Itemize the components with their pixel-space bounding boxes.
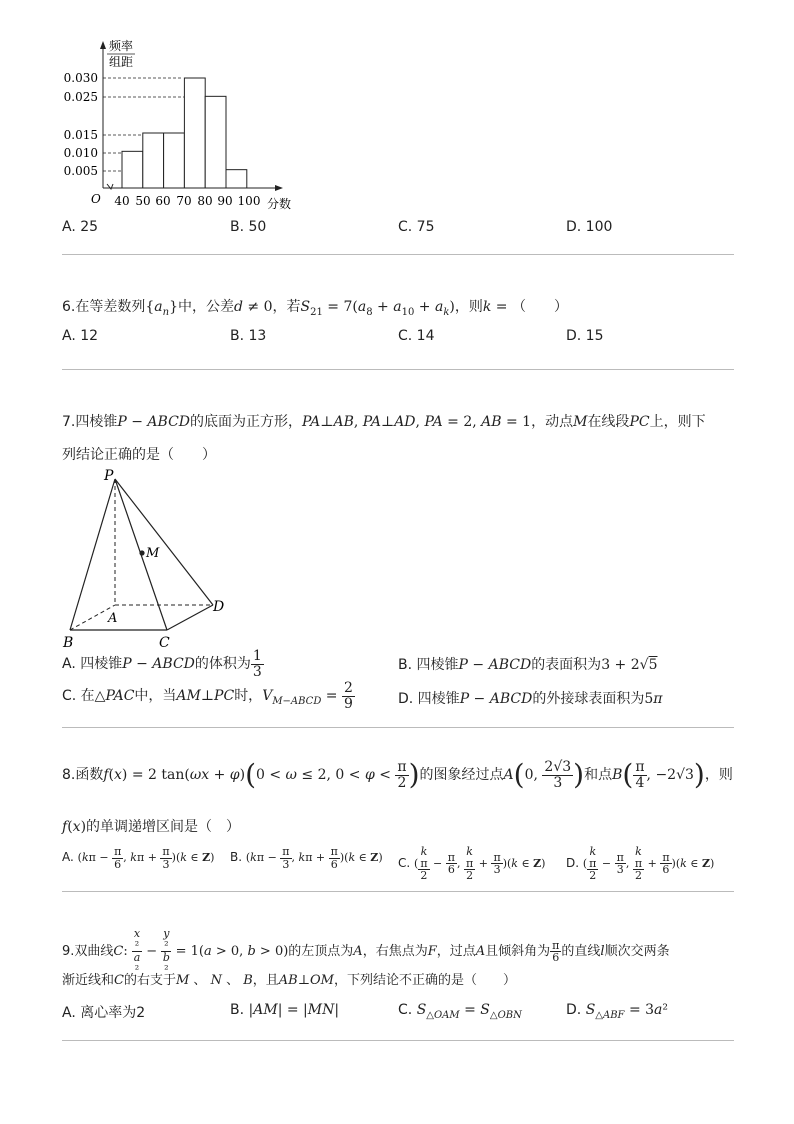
x-tick-label: 40: [114, 194, 130, 208]
histogram-bar: [226, 170, 247, 188]
q7-stem-line2: 列结论正确的是（ ）: [62, 447, 216, 463]
q8-option-d[interactable]: D. ( k π 2 − $\frac{\pi}{3}$ , k π 2 + $\frac{\pi}{6}$ )(k ∈ Z): [566, 845, 715, 883]
q7-option-c[interactable]: C. 在△PAC中，当AM⊥PC时，$V_{M-ABCD}$ = $\frac{2}{9}$: [62, 680, 353, 712]
origin-label: O: [91, 192, 101, 206]
y-axis-label-top: 频率: [109, 39, 134, 53]
q9-option-a[interactable]: A. 离心率为2: [62, 1005, 146, 1021]
q6-option-a[interactable]: A. 12: [62, 328, 99, 344]
frequency-histogram: [55, 38, 315, 218]
q5-option-b[interactable]: B. 50: [230, 219, 267, 235]
histogram-bar: [164, 133, 185, 188]
x-axis-label: 分数: [267, 197, 292, 211]
x-tick-label: 90: [217, 194, 233, 208]
histogram-bar: [205, 96, 226, 188]
y-tick-label: 0.015: [63, 128, 98, 142]
q6-option-c[interactable]: C. 14: [398, 328, 435, 344]
q6-option-b[interactable]: B. 13: [230, 328, 267, 344]
y-axis-label-bottom: 组距: [109, 55, 134, 69]
y-tick-label: 0.025: [63, 90, 98, 104]
q7-option-a[interactable]: A. 四棱锥P − ABCD的体积为 $\frac{1}{3}$: [62, 648, 262, 680]
pyramid-figure: [58, 466, 238, 652]
point-label-c: C: [159, 635, 170, 651]
histogram-bar: [143, 133, 164, 188]
q7-option-b[interactable]: B. 四棱锥P − ABCD的表面积为3 + 2√5: [398, 657, 658, 673]
y-tick-label: 0.005: [63, 164, 98, 178]
q8-option-c[interactable]: C. ( k π 2 − $\frac{\pi}{6}$ , k π 2 + $\frac{\pi}{3}$ )(k ∈ Z): [398, 845, 546, 883]
q9-option-c[interactable]: C. $S_{\triangle OAM} = S_{\triangle OBN}$: [398, 1002, 522, 1021]
q9-option-b[interactable]: B. |AM| = |MN|: [230, 1002, 340, 1018]
divider: [62, 891, 734, 892]
q8-stem-line2: f(x)的单调递增区间是（ ）: [62, 819, 241, 835]
q5-option-a[interactable]: A. 25: [62, 219, 99, 235]
histogram-bar: [122, 151, 143, 188]
q5-option-c[interactable]: C. 75: [398, 219, 435, 235]
q9-stem-line1: 9.双曲线C: x ² a ² − y ² b ² = 1(a > 0, b > 0)的左顶点为A，右焦点为F，过点A且倾斜角为 $\frac{\pi}{6}$ 的直线l顺次交两条: [62, 927, 670, 976]
point-label-a: A: [108, 611, 118, 626]
divider: [62, 254, 734, 255]
x-tick-label: 70: [176, 194, 192, 208]
q6-option-d[interactable]: D. 15: [566, 328, 604, 344]
point-label-m: M: [146, 546, 160, 561]
divider: [62, 727, 734, 728]
x-tick-label: 60: [155, 194, 171, 208]
q6-stem: 6.在等差数列$\{a_n\}$中，公差d ≠ 0，若$S_{21} = 7(a_8 + a_{10} + a_k)$，则k = （ ）: [62, 299, 568, 318]
q8-option-a[interactable]: A. (kπ − $\frac{\pi}{6}$ , kπ + $\frac{\pi}{3}$ )(k ∈ Z): [62, 845, 215, 871]
q9-stem-line2: 渐近线和C的右支于M 、 N 、 B，且AB⊥OM，下列结论不正确的是（ ）: [62, 973, 516, 988]
y-tick-label: 0.030: [63, 71, 98, 85]
point-label-b: B: [63, 635, 74, 651]
q9-option-d[interactable]: D. $S_{\triangle ABF} = 3a^2$: [566, 1002, 669, 1021]
x-tick-label: 50: [135, 194, 151, 208]
q7-stem-line1: 7.四棱锥P − ABCD的底面为正方形，PA⊥AB, PA⊥AD, PA = 2, AB = 1，动点M在线段PC上，则下: [62, 414, 706, 430]
q5-option-d[interactable]: D. 100: [566, 219, 613, 235]
histogram-bar: [184, 78, 205, 188]
x-tick-label: 80: [197, 194, 213, 208]
divider: [62, 1040, 734, 1041]
y-tick-label: 0.010: [63, 146, 98, 160]
x-tick-label: 100: [237, 194, 261, 208]
divider: [62, 369, 734, 370]
q7-option-d[interactable]: D. 四棱锥P − ABCD的外接球表面积为5π: [398, 691, 663, 707]
q8-stem-line1: 8.函数f(x) = 2 tan(ωx + φ)(0 < ω ≤ 2, 0 < φ < $\frac{\pi}{2}$ )的图象经过点A(0, $\frac{2√3}{3}$ )和点B( $\frac{\pi}{4}$ , −2√3)，则: [62, 758, 733, 792]
point-label-d: D: [213, 599, 225, 615]
point-label-p: P: [104, 468, 114, 484]
q8-option-b[interactable]: B. (kπ − $\frac{\pi}{3}$ , kπ + $\frac{\pi}{6}$ )(k ∈ Z): [230, 845, 383, 871]
